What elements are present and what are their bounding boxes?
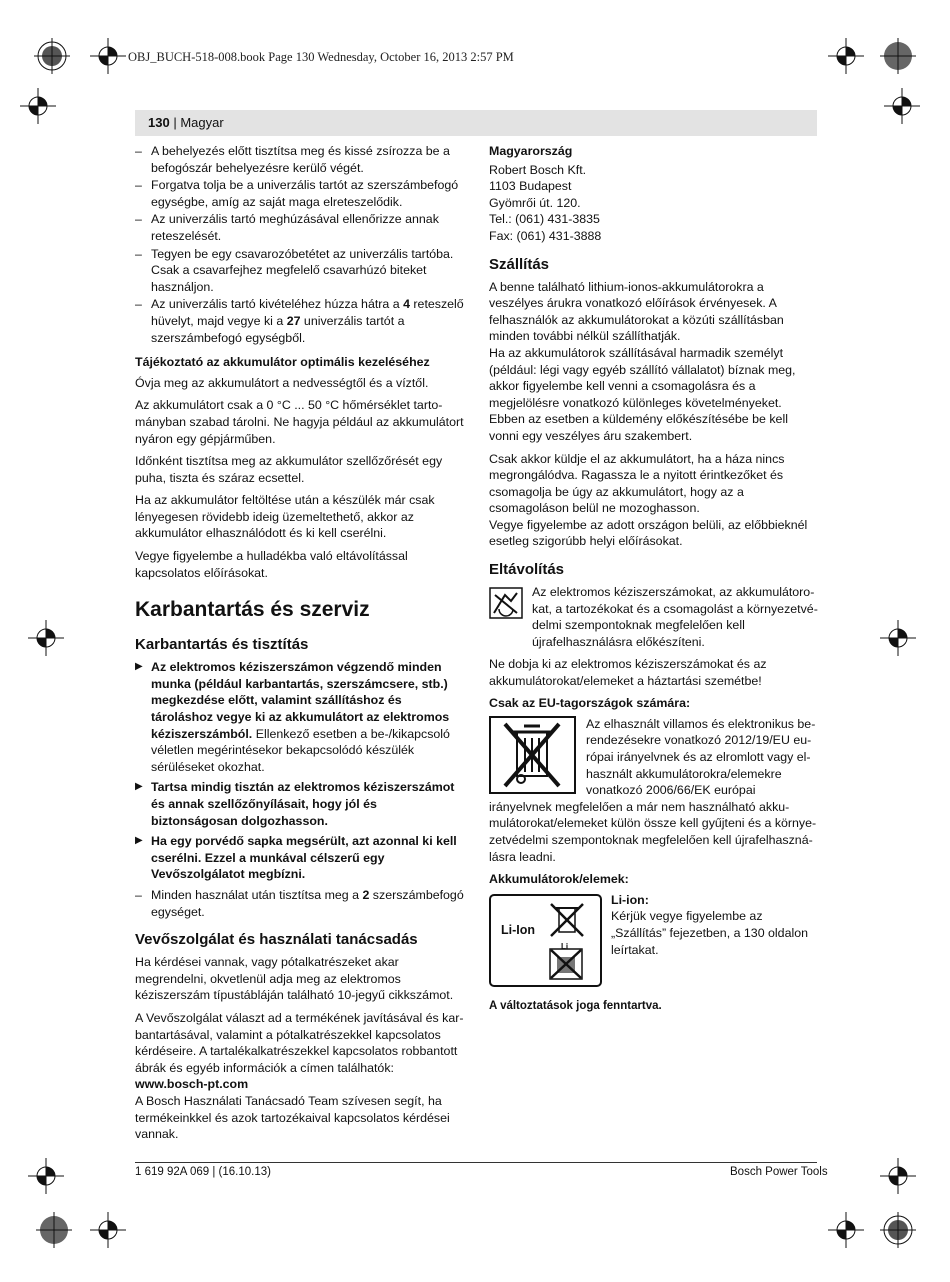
batteries-heading: Akkumulátorok/elemek: [489,872,629,887]
triangle-right-icon: ▶ [135,835,143,847]
triangle-right-icon: ▶ [135,661,143,673]
list-item: – Az univerzális tartó meghúzásával ellenőrizze annak reteszelését. [135,211,465,244]
footer-rule [135,1162,817,1163]
paragraph: A Vevőszolgálat választ ad a termékének javításával és karbantartásával, valamint a pótalkatrészekkel kapcsolatos kérdéseire. A tartalékalkatrészekkel kapcsolatos robbantott ábrák és egyéb információk a címen találhatók: [135,1010,464,1075]
warning-item: ▶ Az elektromos kéziszerszámon végzendő minden munka (például karbantartás, szerszámcsere, stb.) megkezdése előtt, valamint szállításhoz és tároláshoz vegye ki az akkumulátort az elektromos kéziszerszámból. Ellenkező esetben a be-/kikapcsoló véletlen megérintésekor bekapcsolódó készülék sérüléseket okozhat. [135,660,450,774]
registration-mark-right-middle [878,618,918,658]
registration-mark-right-lower [878,1156,918,1196]
paragraph: Ha az akkumulátorok szállításával harmadik személyt (például: légi vagy egyéb szállító vállalatot) bíznak meg, akkor figyelembe kell venni a csomagolásra és a megjelölésre vonatkozó különleges követelményeket. Ebben az esetben a küldemény előkészítésébe be kell vonni egy veszélyes áru szakembert. [489,345,796,443]
website-link[interactable]: www.bosch-pt.com [135,1077,249,1092]
paragraph: Csak akkor küldje el az akkumulátort, ha a háza nincs megrongálódva. Ragassza le a nyitott érintkezőket és csomagolja be úgy az akkumulátort, hogy az a csomagoláson belül ne mozoghasson. [489,451,785,516]
registration-mark-right-upper [882,86,922,126]
liion-block [489,892,819,988]
recycle-tools-icon [489,587,523,619]
paragraph: A benne található lithium-ionos-akkumulátorokra a veszélyes árukra vonatkozó előírások érvényesek. A felhasználók az akkumulátorokat a közúti szállításban minden további nélkül szállíthatják. [489,279,784,344]
address-line: Fax: (061) 431-3888 [489,228,602,243]
address-line: Tel.: (061) 431-3835 [489,212,600,227]
section-title: Karbantartás és szerviz [135,598,370,622]
list-item: – A behelyezés előtt tisztítsa meg és kissé zsírozza be a befogószár behelyezésre kerülő végét. [135,143,465,176]
crossed-bin-small-icon [547,900,587,940]
left-column [135,143,465,1149]
paragraph: Vegye figyelembe a hulladékba való eltávolítással kapcsolatos előírásokat. [135,549,408,580]
subsection-heading: Vevőszolgálat és használati tanácsadás [135,931,418,949]
rights-note: A változtatások joga fenntartva. [489,999,662,1012]
list-item: – Az univerzális tartó kivételéhez húzza hátra a 4 reteszelő hüvelyt, majd vegye ki a 27 univerzális tartót a szerszámbefogó egységből. [135,296,465,346]
page-number: 130 [148,115,170,130]
liion-symbol [489,894,602,987]
list-item: – Minden használat után tisztítsa meg a 2 szerszámbefogó egységet. [135,887,465,920]
page-header-text [148,115,224,130]
registration-mark-top-center-right [826,36,866,76]
registration-mark-top-right [878,36,918,76]
header-language: Magyar [180,115,224,130]
part-number: 27 [286,313,301,328]
warning-item: ▶ Ha egy porvédő sapka megsérült, azt azonnal ki kell cserélni. Ezzel a munkával célszerű egy Vevőszolgálatot megbízni. [135,834,457,882]
paragraph: Időnként tisztítsa meg az akkumulátor szellőzőrését egy puha, tiszta és száraz ecsettel. [135,454,443,485]
subsection-heading: Szállítás [489,255,550,273]
registration-mark-top-center-left [88,36,128,76]
list-item: – Tegyen be egy csavarozóbetétet az univerzális tartóba. Csak a csavarfejhez megfelelő csavarhúzó biteket használjon. [135,246,465,296]
registration-mark-bottom-left [34,1210,74,1250]
paragraph: Ha kérdései vannak, vagy pótalkatrészeket akar megrendelni, okvetlenül adja meg az elektromos kéziszerszám típustábláján található 10-jegyű cikkszámot. [135,955,454,1003]
liion-info [611,892,819,958]
address-line: Gyömrői út. 120. [489,195,581,210]
battery-crossed-icon [549,948,583,980]
list-item: – Forgatva tolja be a univerzális tartót az szerszámbefogó egységbe, amíg az saját maga elreteszelődik. [135,177,465,210]
part-number: 4 [403,297,410,312]
registration-mark-bottom-center-right [826,1210,866,1250]
paragraph: Ne dobja ki az elektromos kéziszerszámokat és az akkumulátorokat/elemeket a háztartási szemétbe! [489,657,767,688]
subsection-heading: Eltávolítás [489,561,565,579]
registration-mark-bottom-center-left [88,1210,128,1250]
subsection-heading: Karbantartás és tisztítás [135,636,309,654]
disposal-text: Az elektromos kéziszerszámokat, az akkumulátorokat, a tartozékokat és a csomagolást a környezetvédelmi szempontoknak megfelelően kell újrafelhasználásra előkészíteni. [532,585,818,649]
triangle-right-icon: ▶ [135,781,143,793]
footer-brand: Bosch Power Tools [730,1166,828,1178]
paragraph: Az akkumulátort csak a 0 °C ... 50 °C hőmérséklet tartományban szabad tárolni. Ne hagyja például az akkumulátort nyáron egy gépjárműben. [135,398,464,446]
country-heading: Magyarország [489,144,573,158]
registration-mark-left-lower [26,1156,66,1196]
warning-item: ▶ Tartsa mindig tisztán az elektromos kéziszerszámot és annak szellőzőnyílásait, hogy jól és biztonságosan dolgozhasson. [135,780,455,828]
li-small-label: Li [561,941,569,951]
address-line: Robert Bosch Kft. [489,162,587,177]
crossed-bin-icon [489,716,576,794]
footer-catalog-number: 1 619 92A 069 | (16.10.13) [135,1166,271,1178]
registration-mark-bottom-right [878,1210,918,1250]
registration-mark-left-middle [26,618,66,658]
eu-text: Az elhasznált villamos és elektronikus berendezésekre vonatkozó 2012/19/EU európai irányelvnek és az elromlott vagy elhasznált akkumulátorokra/elemekre vonatkozó 2006/66/EK európai irányelvnek megfelelően a már nem használható akkumulátorokat/elemeket külön össze kell gyűjteni és a környezetvédelmi szempontoknak megfelelően kell újrafelhasználásra leadni. [489,716,817,864]
paragraph: Óvja meg az akkumulátort a nedvességtől és a víztől. [135,375,429,390]
eu-block [489,716,819,865]
header-separator: | [173,115,177,130]
eu-heading: Csak az EU-tagországok számára: [489,696,691,711]
liion-heading: Li-ion: [611,892,649,907]
part-number: 2 [362,887,370,902]
disposal-block [489,584,819,652]
paragraph: Ha az akkumulátor feltöltése után a készülék már csak lényegesen rövidebb ideig üzemeltethető, akkor az akkumulátor elhasználódott és ki kell cserélni. [135,493,435,541]
address-line: 1103 Budapest [489,179,572,194]
paragraph: Vegye figyelembe az adott országon belüli, az előbbieknél esetleg szigorúbb helyi előírásokat. [489,517,808,549]
page-header [135,110,817,136]
file-slug: OBJ_BUCH-518-008.book Page 130 Wednesday, October 16, 2013 2:57 PM [128,50,514,64]
registration-mark-left-upper [18,86,58,126]
right-column [489,143,819,1014]
registration-mark-top-left [32,36,72,76]
battery-care-heading: Tájékoztató az akkumulátor optimális kezeléséhez [135,355,430,370]
liion-label: Li-Ion [501,922,536,937]
paragraph: A Bosch Használati Tanácsadó Team szívesen segít, ha termékeinkkel és azok tartozékaival kapcsolatos kérdései vannak. [135,1093,450,1142]
liion-text: Kérjük vegye figyelembe az „Szállítás” fejezetben, a 130 oldalon leírtakat. [611,909,808,957]
